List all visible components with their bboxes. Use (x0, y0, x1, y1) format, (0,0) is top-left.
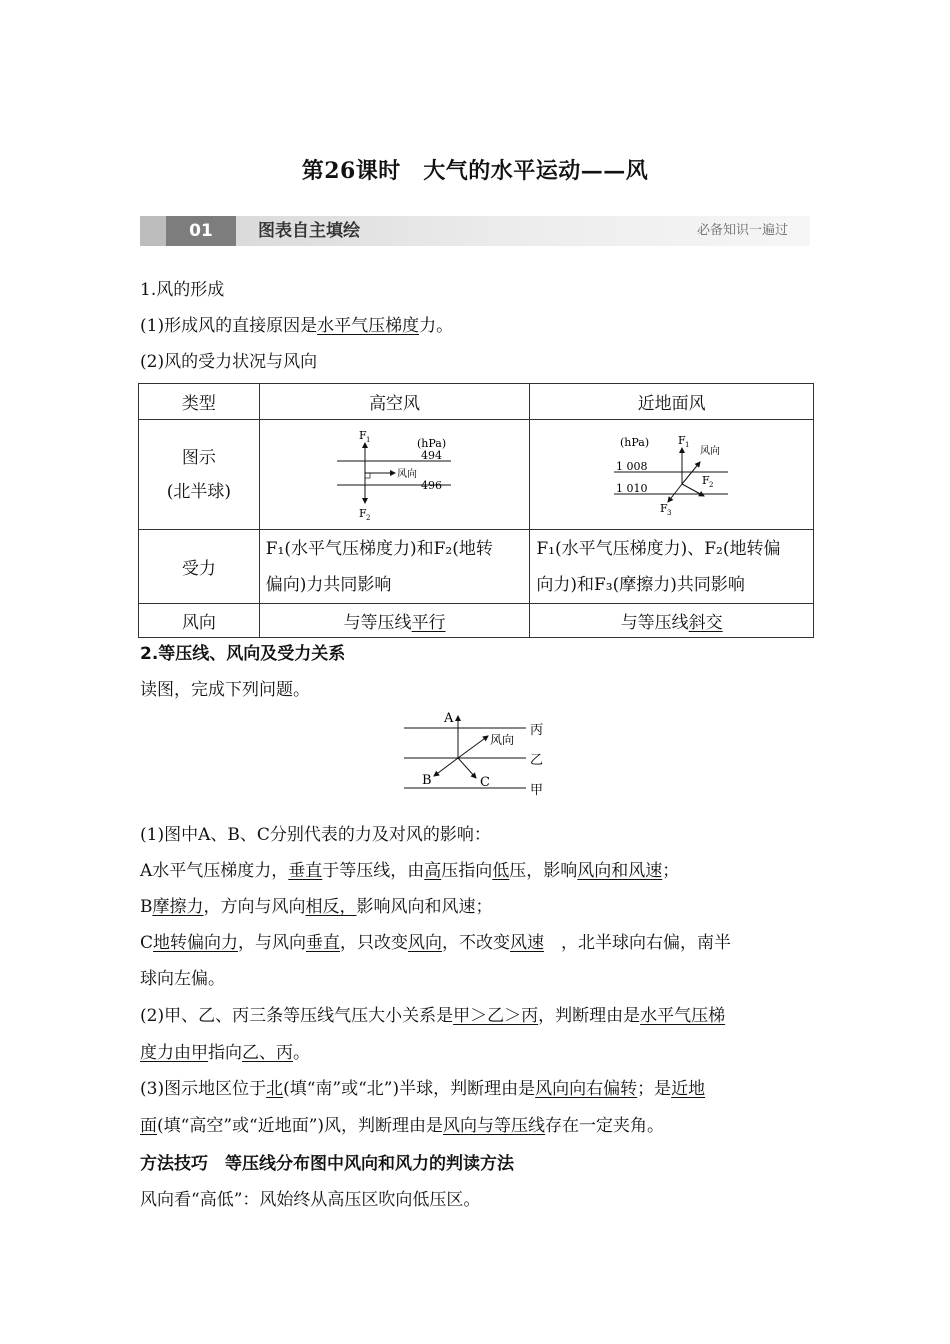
sec1-p1: (1)形成风的直接原因是水平气压梯度力。 (140, 316, 454, 336)
svg-text:乙: 乙 (530, 753, 544, 768)
svg-text:1 010: 1 010 (615, 481, 648, 495)
row-figure-label: 图示 (北半球) (139, 420, 260, 530)
near-wind-diagram (612, 432, 732, 518)
method-text: 风向看“高低”：风始终从高压区吹向低压区。 (140, 1190, 481, 1210)
svg-text:C: C (480, 775, 490, 790)
svg-text:F: F (701, 473, 710, 487)
near-wind-figure (530, 420, 814, 530)
high-force-text: F₁(水平气压梯度力)和F₂(地转 偏向)力共同影响 (259, 530, 530, 604)
near-force-text: F₁(水平气压梯度力)、F₂(地转偏 向力)和F₃(摩擦力)共同影响 (530, 530, 814, 604)
row-direction-label: 风向 (139, 604, 260, 638)
page-title: 第26课时 大气的水平运动——风 (301, 158, 649, 184)
svg-text:F: F (659, 501, 668, 515)
q2: (2)甲、乙、丙三条等压线气压大小关系是甲＞乙＞丙，判断理由是水平气压梯 (140, 1006, 726, 1026)
banner-number: 01 (166, 216, 236, 246)
answer-a: A水平气压梯度力，垂直于等压线，由高压指向低压，影响风向和风速； (140, 861, 680, 881)
sec2-intro: 读图，完成下列问题。 (140, 680, 310, 700)
high-wind-figure (259, 420, 530, 530)
q3-cont: 面(填“高空”或“近地面”)风，判断理由是风向与等压线存在一定夹角。 (140, 1116, 665, 1136)
svg-text:1: 1 (365, 435, 371, 444)
q3: (3)图示地区位于北(填“南”或“北”)半球，判断理由是风向向右偏转；是近地 (140, 1079, 706, 1099)
th-high: 高空风 (259, 384, 530, 420)
th-type: 类型 (139, 384, 260, 420)
answer-b: B摩擦力，方向与风向相反，影响风向和风速； (140, 897, 493, 917)
svg-text:3: 3 (666, 508, 672, 517)
high-wind-diagram (335, 429, 455, 521)
svg-text:风向: 风向 (699, 445, 720, 457)
svg-text:F: F (358, 428, 367, 442)
answer-c-cont: 球向左偏。 (140, 969, 225, 989)
svg-text:(hPa): (hPa) (416, 436, 446, 450)
svg-text:494: 494 (420, 448, 442, 462)
isobar-force-diagram (400, 710, 550, 802)
q1: (1)图中A、B、C分别代表的力及对风的影响： (140, 825, 491, 845)
svg-text:1 008: 1 008 (615, 459, 648, 473)
svg-text:A: A (444, 711, 454, 726)
sec1-p2: (2)风的受力状况与风向 (140, 352, 318, 372)
svg-text:B: B (422, 773, 432, 788)
svg-text:1: 1 (684, 440, 690, 449)
svg-text:丙: 丙 (530, 723, 544, 738)
svg-text:F: F (677, 433, 686, 447)
banner-heading: 图表自主填绘 (258, 221, 360, 241)
sec1-heading: 1.风的形成 (140, 280, 225, 300)
svg-text:2: 2 (708, 480, 714, 489)
svg-text:2: 2 (365, 513, 371, 521)
row-force-label: 受力 (139, 530, 260, 604)
svg-text:(hPa): (hPa) (619, 435, 649, 449)
answer-c: C地转偏向力，与风向垂直，只改变风向，不改变风速 ，北半球向右偏，南半 (140, 933, 732, 953)
svg-text:F: F (358, 506, 367, 520)
sec2-heading: 2.等压线、风向及受力关系 (140, 644, 346, 664)
answer: 水平气压梯度 (317, 316, 420, 336)
th-near: 近地面风 (530, 384, 814, 420)
section-banner (140, 216, 810, 246)
svg-text:风向: 风向 (490, 733, 515, 747)
near-direction: 与等压线斜交 (530, 604, 814, 638)
svg-text:风向: 风向 (396, 468, 417, 480)
force-table (138, 383, 814, 638)
banner-slogan: 必备知识一遍过 (696, 223, 788, 238)
svg-text:甲: 甲 (530, 783, 544, 798)
svg-text:496: 496 (420, 478, 442, 492)
q2-cont: 度力由甲指向乙、丙。 (140, 1043, 310, 1063)
high-direction: 与等压线平行 (259, 604, 530, 638)
method-heading: 方法技巧 等压线分布图中风向和风力的判读方法 (140, 1154, 514, 1174)
